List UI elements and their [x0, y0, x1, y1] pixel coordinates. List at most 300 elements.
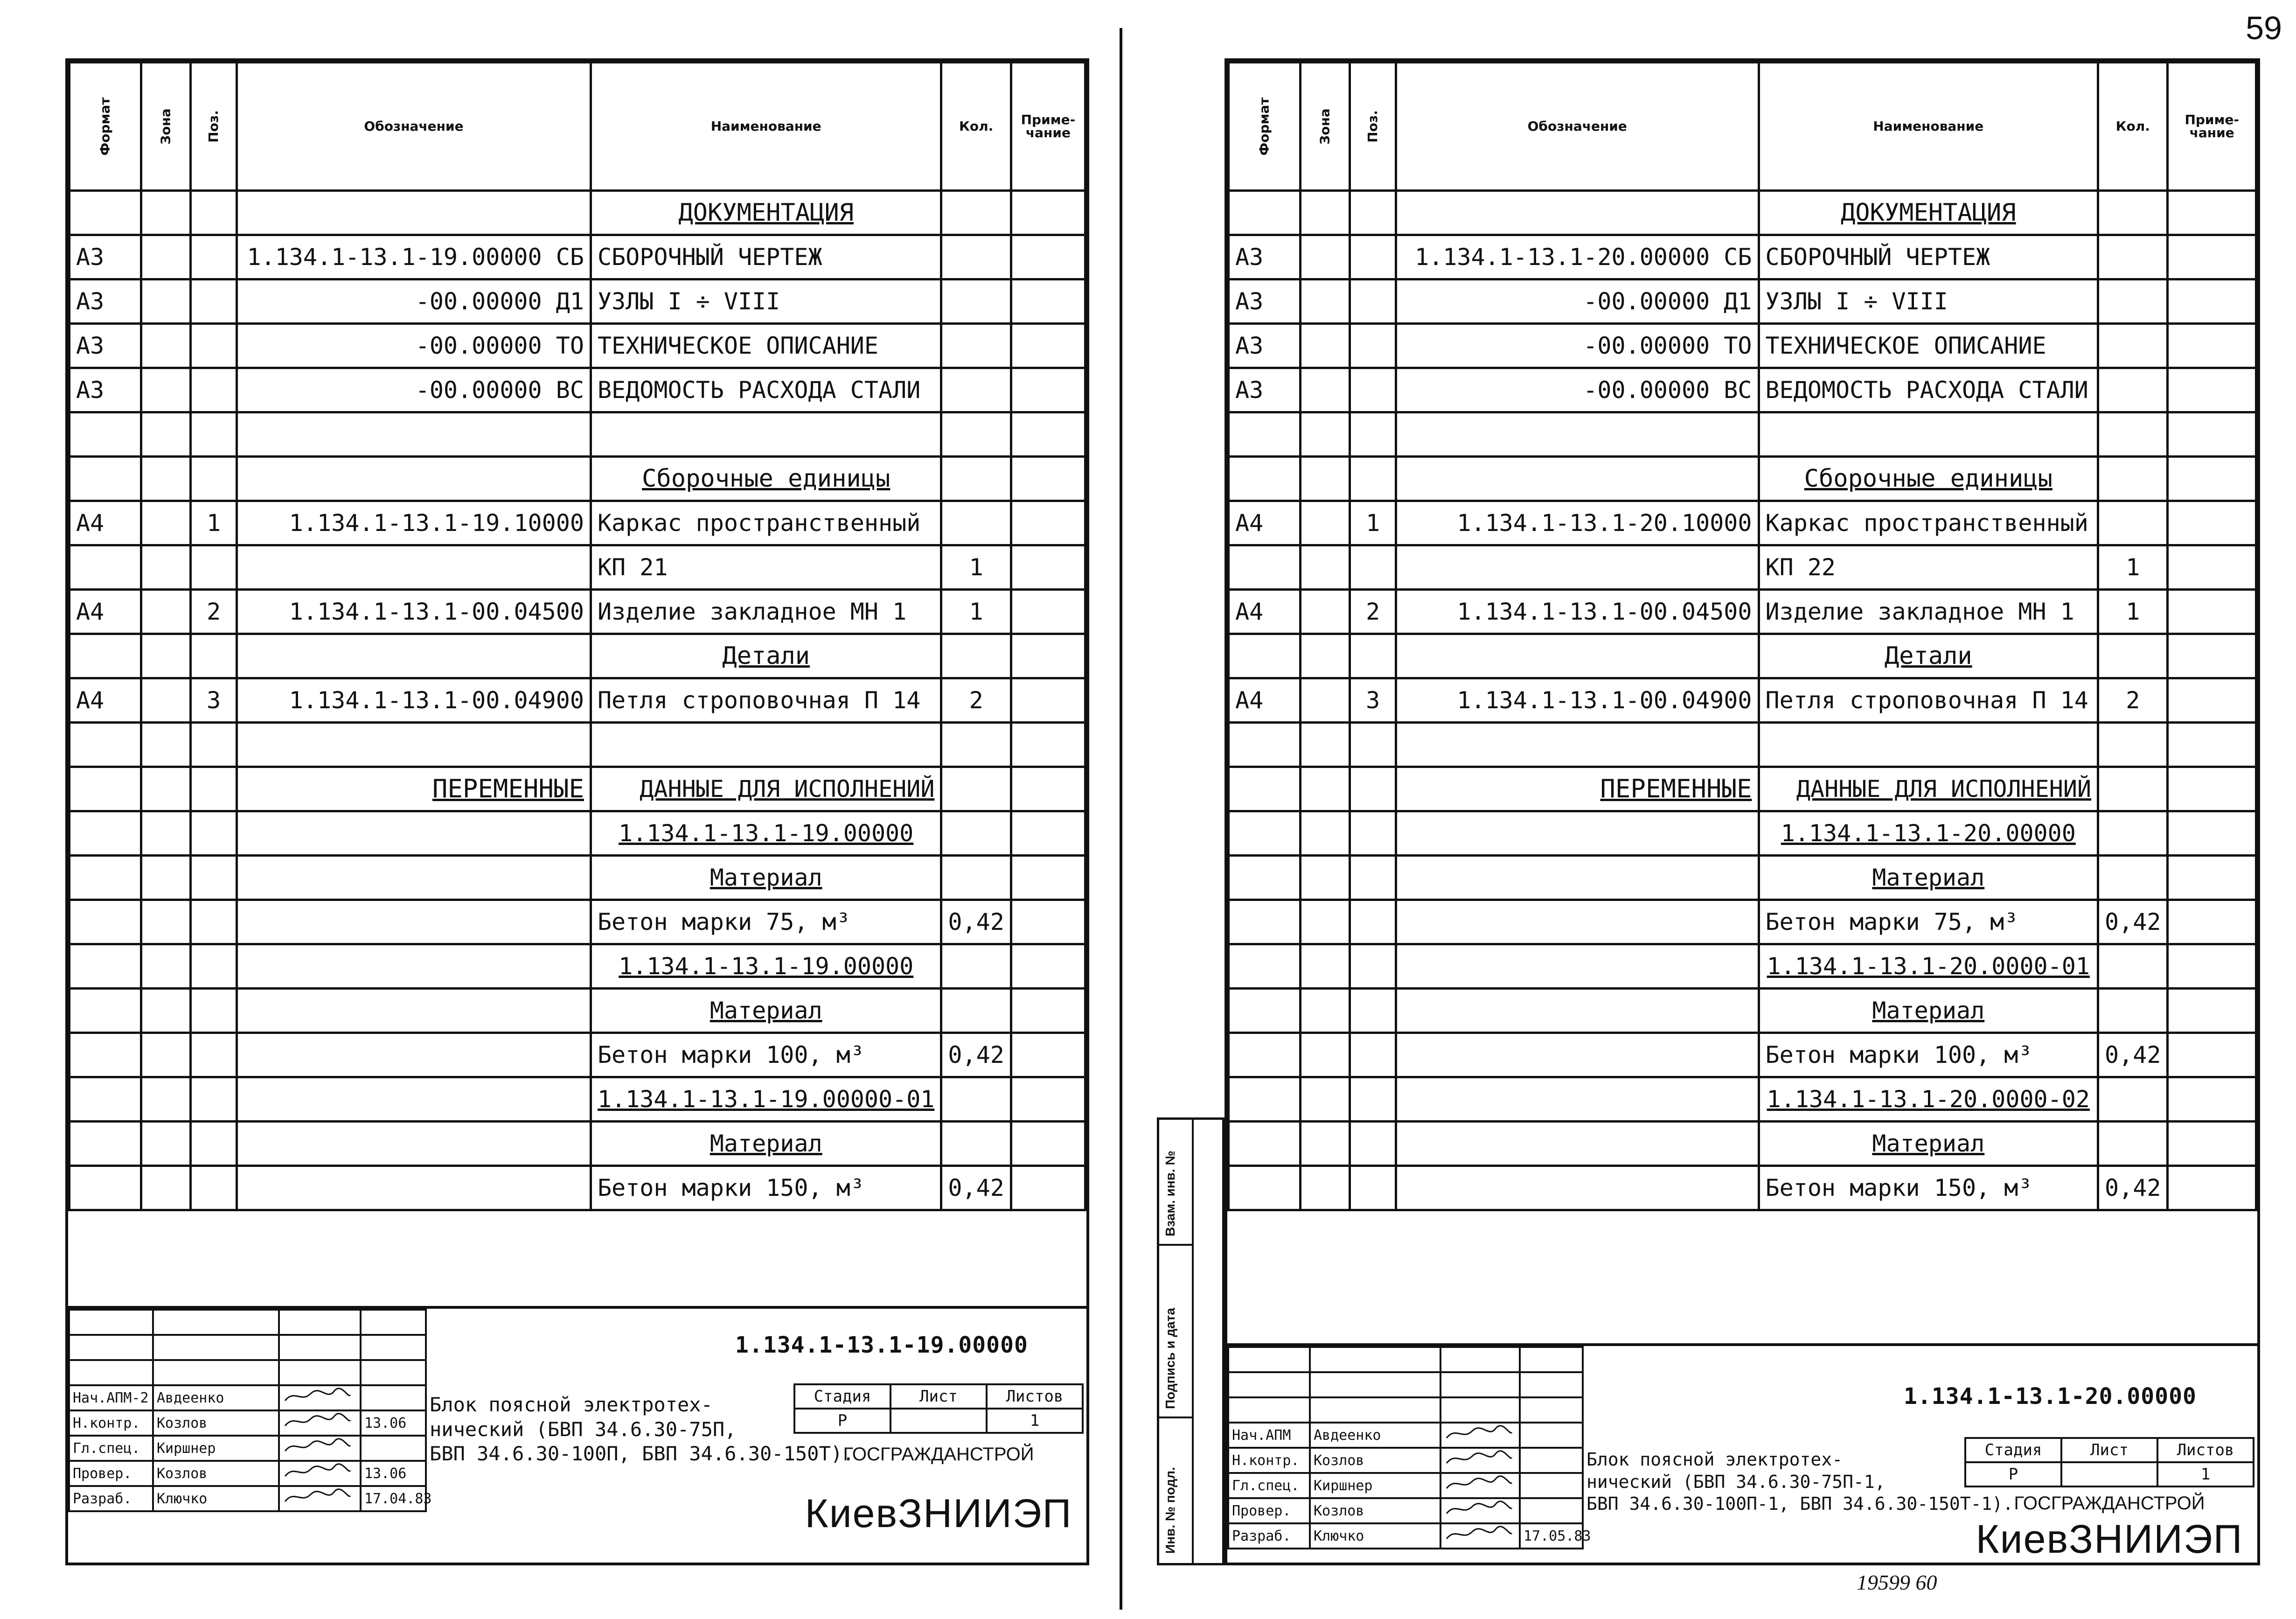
cell-name: Сборочные единицы: [591, 457, 941, 501]
cell-name: КП 22: [1759, 545, 2098, 590]
cell-name: [1759, 723, 2098, 767]
cell-position: [191, 1122, 237, 1166]
cell-qty: [941, 279, 1011, 324]
left-stage-value: Р: [794, 1409, 891, 1433]
cell-qty: 0,42: [2098, 1166, 2168, 1210]
cell-name: Детали: [1759, 634, 2098, 678]
cell-zone: [141, 457, 191, 501]
cell-designation: [1396, 944, 1759, 989]
spec-row: [1229, 457, 2256, 501]
cell-name: Изделие закладное МН 1: [591, 590, 941, 634]
left-sheet: [65, 58, 1089, 1565]
signature-date: [361, 1436, 426, 1461]
spec-row: [70, 412, 1085, 457]
cell-zone: [1301, 767, 1350, 811]
cell-name: Материал: [1759, 1122, 2098, 1166]
cell-designation: -00.00000 ВС: [237, 368, 591, 412]
cell-position: [1350, 1122, 1396, 1166]
header-pos: Поз.: [191, 63, 237, 191]
cell-designation: -00.00000 ТО: [1396, 324, 1759, 368]
cell-format: [70, 634, 141, 678]
signature-row: [1228, 1448, 1583, 1473]
cell-qty: [2098, 235, 2168, 279]
cell-zone: [1301, 900, 1350, 944]
cell-format: [1229, 1122, 1301, 1166]
spec-row: [70, 590, 1085, 634]
cell-qty: [941, 368, 1011, 412]
cell-qty: [2098, 1122, 2168, 1166]
cell-qty: [941, 634, 1011, 678]
cell-qty: [941, 324, 1011, 368]
cell-name: Бетон марки 100, м³: [1759, 1033, 2098, 1077]
spec-row: [1229, 235, 2256, 279]
cell-format: [70, 1077, 141, 1122]
left-doc-description: Блок поясной электротех- нический (БВП 34.6.30-75П, БВП 34.6.30-100П, БВП 34.6.30-150Т).: [430, 1393, 855, 1465]
spec-row: [1229, 1166, 2256, 1210]
signature-mark: [1440, 1523, 1520, 1549]
spec-row: [1229, 767, 2256, 811]
cell-position: [1350, 412, 1396, 457]
cell-qty: [2098, 811, 2168, 856]
cell-name: СБОРОЧНЫЙ ЧЕРТЕЖ: [591, 235, 941, 279]
spec-row: [1229, 1122, 2256, 1166]
right-rows: [1229, 191, 2256, 1210]
cell-name: ВЕДОМОСТЬ РАСХОДА СТАЛИ: [1759, 368, 2098, 412]
footer-number: 19599 60: [1857, 1570, 1937, 1594]
cell-qty: 1: [2098, 590, 2168, 634]
cell-name: Сборочные единицы: [1759, 457, 2098, 501]
spec-row: [1229, 856, 2256, 900]
spec-row: [70, 1033, 1085, 1077]
cell-name: КП 21: [591, 545, 941, 590]
cell-note: [1011, 1166, 1085, 1210]
cell-qty: [2098, 856, 2168, 900]
cell-name: 1.134.1-13.1-19.00000: [591, 944, 941, 989]
cell-zone: [141, 723, 191, 767]
cell-format: А3: [1229, 324, 1301, 368]
cell-note: [1011, 368, 1085, 412]
spec-row: [1229, 412, 2256, 457]
cell-name: [591, 412, 941, 457]
cell-qty: 0,42: [2098, 1033, 2168, 1077]
spec-row: [1229, 545, 2256, 590]
cell-zone: [141, 368, 191, 412]
cell-note: [2168, 856, 2256, 900]
cell-note: [1011, 856, 1085, 900]
cell-position: [1350, 1166, 1396, 1210]
cell-name: 1.134.1-13.1-19.00000-01: [591, 1077, 941, 1122]
cell-designation: [1396, 989, 1759, 1033]
cell-note: [1011, 634, 1085, 678]
cell-designation: [1396, 191, 1759, 235]
cell-qty: [2098, 457, 2168, 501]
cell-name: 1.134.1-13.1-20.0000-01: [1759, 944, 2098, 989]
right-signature-grid: [1227, 1346, 1591, 1549]
signature-mark: [279, 1461, 361, 1486]
spec-row: [70, 457, 1085, 501]
side-stamp-cell-2: Подпись и дата: [1159, 1246, 1192, 1418]
cell-format: А4: [70, 678, 141, 723]
cell-zone: [141, 989, 191, 1033]
spec-row: [70, 545, 1085, 590]
signature-date: 17.04.83: [361, 1486, 426, 1511]
signature-role: Гл.спец.: [1228, 1473, 1310, 1498]
signature-row: [1228, 1498, 1583, 1523]
left-sheets-value: 1: [987, 1409, 1083, 1433]
cell-note: [1011, 944, 1085, 989]
signature-row: [1228, 1473, 1583, 1498]
signature-empty-row: [69, 1335, 426, 1360]
cell-zone: [1301, 501, 1350, 545]
cell-designation: [237, 1166, 591, 1210]
cell-designation: ПЕРЕМЕННЫЕ: [1396, 767, 1759, 811]
cell-zone: [141, 811, 191, 856]
right-spec-table: [1227, 61, 2257, 1211]
cell-designation: [1396, 412, 1759, 457]
cell-designation: [237, 545, 591, 590]
cell-designation: [237, 457, 591, 501]
header-zone: Зона: [141, 63, 191, 191]
cell-zone: [141, 412, 191, 457]
cell-position: [1350, 368, 1396, 412]
cell-designation: [237, 412, 591, 457]
header-qty: Кол.: [941, 63, 1011, 191]
cell-qty: [941, 412, 1011, 457]
signature-row: [69, 1486, 426, 1511]
cell-note: [2168, 723, 2256, 767]
signature-name: Киршнер: [153, 1436, 279, 1461]
cell-qty: 0,42: [941, 1166, 1011, 1210]
signature-mark: [1440, 1423, 1520, 1448]
cell-note: [1011, 501, 1085, 545]
cell-note: [1011, 811, 1085, 856]
cell-qty: [2098, 368, 2168, 412]
signature-role: Нач.АПМ-2: [69, 1385, 153, 1410]
signature-row: [69, 1410, 426, 1436]
cell-qty: [941, 235, 1011, 279]
cell-qty: 1: [941, 545, 1011, 590]
cell-format: [70, 191, 141, 235]
cell-qty: 2: [941, 678, 1011, 723]
cell-qty: [941, 501, 1011, 545]
cell-note: [1011, 412, 1085, 457]
cell-position: [191, 235, 237, 279]
cell-position: [191, 989, 237, 1033]
left-title-block: [68, 1306, 1086, 1563]
cell-position: [191, 1166, 237, 1210]
cell-position: [191, 191, 237, 235]
cell-qty: [2098, 279, 2168, 324]
cell-designation: [237, 1077, 591, 1122]
cell-note: [1011, 900, 1085, 944]
cell-format: [1229, 723, 1301, 767]
cell-designation: [237, 944, 591, 989]
signature-role: Провер.: [1228, 1498, 1310, 1523]
signature-name: Козлов: [1310, 1498, 1440, 1523]
cell-name: 1.134.1-13.1-20.0000-02: [1759, 1077, 2098, 1122]
cell-format: [70, 900, 141, 944]
spec-row: [70, 235, 1085, 279]
cell-designation: -00.00000 ВС: [1396, 368, 1759, 412]
cell-zone: [141, 191, 191, 235]
spec-row: [1229, 368, 2256, 412]
cell-qty: [941, 856, 1011, 900]
cell-name: Петля строповочная П 14: [591, 678, 941, 723]
cell-note: [2168, 324, 2256, 368]
cell-qty: [2098, 324, 2168, 368]
header-format: Формат: [1229, 63, 1301, 191]
spec-row: [1229, 191, 2256, 235]
cell-designation: [237, 811, 591, 856]
cell-qty: [2098, 944, 2168, 989]
signature-date: 13.06: [361, 1461, 426, 1486]
left-rows: [70, 191, 1085, 1210]
cell-format: А3: [1229, 279, 1301, 324]
header-pos: Поз.: [1350, 63, 1396, 191]
cell-note: [1011, 191, 1085, 235]
cell-qty: [2098, 501, 2168, 545]
spec-row: [70, 944, 1085, 989]
header-note: Приме-чание: [2168, 63, 2256, 191]
cell-designation: [237, 900, 591, 944]
cell-designation: [1396, 723, 1759, 767]
spec-row: [1229, 678, 2256, 723]
right-title-block: [1227, 1343, 2257, 1563]
cell-designation: [237, 191, 591, 235]
cell-note: [2168, 1077, 2256, 1122]
spec-row: [1229, 989, 2256, 1033]
cell-zone: [141, 678, 191, 723]
cell-format: [70, 856, 141, 900]
cell-zone: [1301, 1033, 1350, 1077]
cell-position: 2: [1350, 590, 1396, 634]
cell-designation: 1.134.1-13.1-00.04500: [237, 590, 591, 634]
cell-note: [2168, 944, 2256, 989]
cell-name: ДОКУМЕНТАЦИЯ: [1759, 191, 2098, 235]
signature-name: Ключко: [153, 1486, 279, 1511]
cell-position: [191, 1033, 237, 1077]
cell-note: [2168, 1033, 2256, 1077]
cell-qty: 0,42: [941, 900, 1011, 944]
cell-qty: 1: [941, 590, 1011, 634]
cell-format: [1229, 457, 1301, 501]
cell-designation: [1396, 1033, 1759, 1077]
cell-zone: [141, 634, 191, 678]
spec-row: [70, 1166, 1085, 1210]
cell-position: [191, 634, 237, 678]
cell-designation: [1396, 457, 1759, 501]
spec-row: [70, 279, 1085, 324]
cell-note: [2168, 191, 2256, 235]
cell-position: [191, 412, 237, 457]
left-doc-code: 1.134.1-13.1-19.00000: [735, 1332, 1028, 1358]
cell-note: [1011, 324, 1085, 368]
signature-mark: [279, 1436, 361, 1461]
cell-designation: 1.134.1-13.1-19.10000: [237, 501, 591, 545]
cell-position: [1350, 457, 1396, 501]
cell-note: [2168, 545, 2256, 590]
cell-qty: [2098, 191, 2168, 235]
cell-zone: [1301, 324, 1350, 368]
cell-zone: [1301, 235, 1350, 279]
cell-format: [1229, 634, 1301, 678]
signature-role: Провер.: [69, 1461, 153, 1486]
spec-row: [70, 723, 1085, 767]
signature-date: 13.06: [361, 1410, 426, 1436]
cell-name: Материал: [1759, 989, 2098, 1033]
signature-mark: [279, 1385, 361, 1410]
right-org: ГОСГРАЖДАНСТРОЙ: [2014, 1493, 2205, 1514]
cell-zone: [1301, 678, 1350, 723]
cell-format: [70, 944, 141, 989]
cell-zone: [1301, 279, 1350, 324]
signature-empty-row: [1228, 1372, 1583, 1397]
cell-zone: [1301, 944, 1350, 989]
cell-zone: [1301, 457, 1350, 501]
right-stage-value: Р: [1965, 1462, 2061, 1486]
signature-row: [1228, 1423, 1583, 1448]
cell-note: [1011, 590, 1085, 634]
signature-name: Авдеенко: [1310, 1423, 1440, 1448]
right-stage-table: Стадия Лист Листов Р 1: [1964, 1437, 2254, 1487]
cell-zone: [141, 545, 191, 590]
cell-designation: 1.134.1-13.1-20.00000 СБ: [1396, 235, 1759, 279]
signature-name: Киршнер: [1310, 1473, 1440, 1498]
cell-designation: [237, 634, 591, 678]
cell-position: [191, 856, 237, 900]
cell-format: [70, 412, 141, 457]
signature-empty-row: [1228, 1347, 1583, 1372]
cell-name: Детали: [591, 634, 941, 678]
cell-designation: 1.134.1-13.1-00.04500: [1396, 590, 1759, 634]
cell-zone: [1301, 723, 1350, 767]
cell-designation: [1396, 856, 1759, 900]
cell-note: [2168, 235, 2256, 279]
left-signature-grid: [68, 1309, 432, 1512]
cell-qty: [2098, 634, 2168, 678]
signature-mark: [1440, 1448, 1520, 1473]
cell-note: [2168, 279, 2256, 324]
cell-format: [1229, 811, 1301, 856]
cell-name: ДОКУМЕНТАЦИЯ: [591, 191, 941, 235]
cell-zone: [1301, 590, 1350, 634]
header-note: Приме-чание: [1011, 63, 1085, 191]
cell-format: [1229, 191, 1301, 235]
cell-note: [1011, 1077, 1085, 1122]
cell-note: [1011, 678, 1085, 723]
cell-format: А4: [1229, 678, 1301, 723]
cell-designation: [237, 856, 591, 900]
cell-position: [1350, 1077, 1396, 1122]
cell-qty: [2098, 989, 2168, 1033]
cell-designation: [1396, 900, 1759, 944]
cell-zone: [1301, 856, 1350, 900]
cell-position: [1350, 191, 1396, 235]
cell-format: [1229, 989, 1301, 1033]
cell-note: [1011, 989, 1085, 1033]
cell-zone: [141, 1122, 191, 1166]
cell-format: А3: [70, 279, 141, 324]
spec-row: [70, 501, 1085, 545]
right-institute: КиевЗНИИЭП: [1976, 1517, 2243, 1562]
spec-row: [1229, 900, 2256, 944]
right-sheet: [1225, 58, 2260, 1565]
cell-designation: [1396, 1122, 1759, 1166]
signature-name: Козлов: [1310, 1448, 1440, 1473]
cell-position: [1350, 324, 1396, 368]
cell-format: [1229, 1077, 1301, 1122]
cell-designation: -00.00000 Д1: [237, 279, 591, 324]
signature-role: Н.контр.: [69, 1410, 153, 1436]
signature-date: [1520, 1473, 1583, 1498]
cell-qty: [941, 811, 1011, 856]
page-number: 59: [2246, 10, 2282, 46]
cell-position: [1350, 545, 1396, 590]
spec-row: [70, 368, 1085, 412]
signature-row: [69, 1436, 426, 1461]
spec-row: [70, 634, 1085, 678]
cell-designation: [237, 989, 591, 1033]
cell-zone: [141, 235, 191, 279]
cell-name: Бетон марки 75, м³: [1759, 900, 2098, 944]
cell-position: [1350, 723, 1396, 767]
spec-row: [1229, 279, 2256, 324]
cell-format: [70, 989, 141, 1033]
cell-note: [1011, 457, 1085, 501]
right-doc-code: 1.134.1-13.1-20.00000: [1904, 1383, 2197, 1410]
cell-format: [1229, 412, 1301, 457]
cell-qty: [941, 457, 1011, 501]
spec-row: [1229, 324, 2256, 368]
cell-note: [1011, 767, 1085, 811]
cell-note: [1011, 723, 1085, 767]
cell-zone: [141, 1166, 191, 1210]
side-stamp-cell-1: Взам. инв. №: [1159, 1120, 1192, 1246]
cell-position: 1: [1350, 501, 1396, 545]
cell-qty: [941, 191, 1011, 235]
signature-mark: [279, 1486, 361, 1511]
signature-row: [69, 1385, 426, 1410]
spec-row: [1229, 723, 2256, 767]
spec-row: [1229, 944, 2256, 989]
spec-row: [1229, 1077, 2256, 1122]
cell-qty: [941, 767, 1011, 811]
cell-format: А3: [70, 235, 141, 279]
left-stage-table: Стадия Лист Листов Р 1: [793, 1383, 1084, 1434]
signature-empty-row: [1228, 1397, 1583, 1423]
cell-position: 1: [191, 501, 237, 545]
left-spec-table: [68, 61, 1086, 1211]
cell-note: [2168, 590, 2256, 634]
cell-designation: 1.134.1-13.1-00.04900: [1396, 678, 1759, 723]
cell-position: 3: [1350, 678, 1396, 723]
cell-qty: [941, 723, 1011, 767]
spec-row: [70, 191, 1085, 235]
signature-role: Разраб.: [1228, 1523, 1310, 1549]
cell-position: [1350, 1033, 1396, 1077]
signature-role: Гл.спец.: [69, 1436, 153, 1461]
left-institute: КиевЗНИИЭП: [805, 1491, 1072, 1536]
header-name: Наименование: [591, 63, 941, 191]
cell-note: [2168, 457, 2256, 501]
cell-format: [1229, 856, 1301, 900]
cell-designation: [1396, 811, 1759, 856]
signature-role: Нач.АПМ: [1228, 1423, 1310, 1448]
cell-designation: 1.134.1-13.1-19.00000 СБ: [237, 235, 591, 279]
cell-zone: [141, 501, 191, 545]
signature-date: [361, 1385, 426, 1410]
signature-name: Ключко: [1310, 1523, 1440, 1549]
